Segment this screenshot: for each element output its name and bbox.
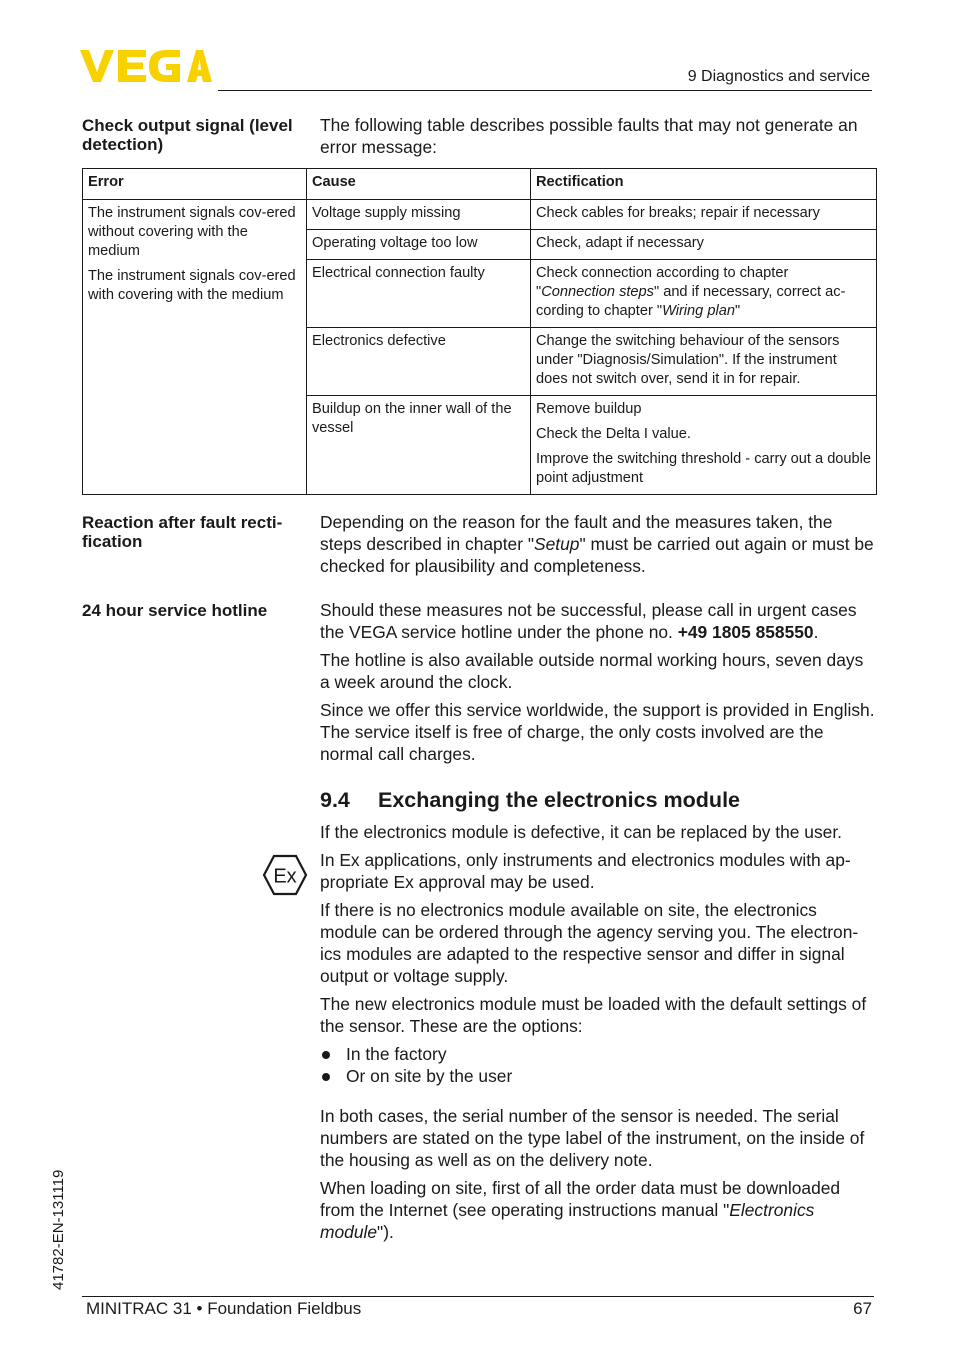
column-header-rectification: Rectification [531, 169, 877, 200]
table-row [83, 200, 877, 230]
section-paragraph: In Ex applications, only instruments and electronics modules with ap-propriate Ex approval may be used. [320, 850, 851, 892]
check-output-intro: The following table describes possible faults that may not generate an error message: [320, 115, 858, 157]
hotline-label: 24 hour service hotline [82, 601, 268, 620]
cause-cell: Electrical connection faulty [307, 260, 531, 328]
hotline-paragraph: Should these measures not be successful, please call in urgent cases the VEGA service hotline under the phone no. +49 1805 858550. [320, 600, 857, 642]
hotline-paragraph: Since we offer this service worldwide, the support is provided in English. The service itself is free of charge, the only costs involved are the normal call charges. [320, 700, 875, 764]
table-header-row [83, 169, 877, 200]
header-section-title: 9 Diagnostics and service [687, 68, 870, 85]
section-paragraph: If there is no electronics module available on site, the electronics module can be ordered through the agency serving you. The electron-ics modules are adapted to the respective sensor and differ in signal output or voltage supply. [320, 900, 859, 986]
list-item: Or on site by the user [320, 1065, 876, 1087]
section-number: 9.4 [320, 788, 350, 812]
rectification-cell: Remove buildup Check the Delta I value. Improve the switching threshold - carry out a double point adjustment [531, 396, 877, 495]
section-body [320, 821, 876, 1249]
cause-cell: Buildup on the inner wall of the vessel [307, 396, 531, 495]
rectification-cell: Change the switching behaviour of the sensors under "Diagnosis/Simulation". If the instrument does not switch over, send it in for repair. [531, 328, 877, 396]
footer-title: MINITRAC 31 • Foundation Fieldbus [86, 1299, 362, 1318]
reaction-text: Depending on the reason for the fault and the measures taken, the steps described in chapter "Setup" must be carried out again or must be checked for plausibility and completeness. [320, 512, 874, 576]
cause-cell: Operating voltage too low [307, 230, 531, 260]
options-list [320, 1043, 876, 1087]
fault-table [82, 168, 877, 495]
section-paragraph: In both cases, the serial number of the sensor is needed. The serial numbers are stated on the type label of the instrument, on the inside of the housing as well as on the delivery note. [320, 1106, 865, 1170]
section-paragraph: When loading on site, first of all the order data must be downloaded from the Internet (see operating instructions manual "Electronics module"). [320, 1178, 841, 1242]
svg-text:Ex: Ex [273, 865, 297, 888]
section-title: Exchanging the electronics module [378, 788, 740, 812]
hotline-phone: +49 1805 858550 [677, 622, 814, 642]
cause-cell: Electronics defective [307, 328, 531, 396]
document-number: 41782-EN-131119 [50, 1169, 67, 1290]
error-text: The instrument signals cov-ered without covering with the medium [88, 205, 296, 259]
rectification-cell: Check cables for breaks; repair if necessary [531, 200, 877, 230]
check-output-label: Check output signal (level detection) [82, 116, 293, 154]
cause-cell: Voltage supply missing [307, 200, 531, 230]
section-paragraph: The new electronics module must be loaded with the default settings of the sensor. These are the options: [320, 994, 867, 1036]
reaction-label: Reaction after fault recti-fication [82, 513, 283, 551]
header-rule [218, 90, 872, 91]
section-heading [320, 788, 740, 813]
page-number: 67 [853, 1299, 872, 1318]
rectification-cell: Check, adapt if necessary [531, 230, 877, 260]
error-cell [83, 200, 307, 495]
hotline-text [320, 599, 876, 771]
column-header-cause: Cause [307, 169, 531, 200]
list-item: In the factory [320, 1043, 876, 1065]
column-header-error: Error [83, 169, 307, 200]
footer-rule [82, 1296, 874, 1297]
ex-protection-icon [262, 854, 308, 896]
rectification-cell: Check connection according to chapter "Connection steps" and if necessary, correct ac-cording to chapter "Wiring plan" [531, 260, 877, 328]
error-text: The instrument signals cov-ered with covering with the medium [88, 268, 296, 303]
vega-logo [80, 48, 212, 84]
hotline-paragraph: The hotline is also available outside normal working hours, seven days a week around the clock. [320, 650, 864, 692]
section-paragraph: If the electronics module is defective, it can be replaced by the user. [320, 822, 843, 842]
